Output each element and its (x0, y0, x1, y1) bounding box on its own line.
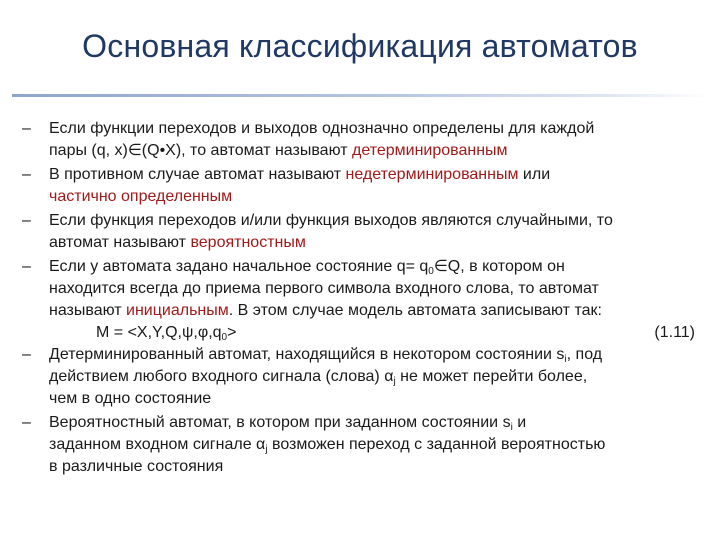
text-run: не может перейти более, (395, 368, 588, 385)
text-run: пары (q, x)∈(Q•X), то автомат называют (49, 142, 352, 159)
text-line (49, 256, 695, 278)
text-run: или (518, 166, 551, 183)
text-run: и (512, 414, 527, 431)
text-line: чем в одно состояние (49, 390, 212, 407)
term-highlight: детерминированным (352, 142, 508, 159)
formula-line (49, 322, 695, 344)
text-run: > (227, 324, 237, 341)
bullet-dash: – (22, 212, 31, 229)
text-run: В противном случае автомат называют (49, 166, 346, 183)
subscript: j (265, 444, 268, 455)
list-item-text (49, 256, 695, 344)
term-highlight: недетерминированным (345, 166, 519, 183)
text-line (49, 434, 695, 456)
text-line (49, 300, 695, 322)
text-run: Вероятностный автомат, в котором при заданном состоянии s (49, 414, 511, 431)
text-run: заданном входном сигнале α (49, 436, 266, 453)
text-line: Если функции переходов и выходов однозначно определены для каждой (49, 120, 595, 137)
text-run: автомат называют (49, 234, 191, 251)
term-highlight: инициальным (126, 302, 229, 319)
text-run: M = <X,Y,Q,ψ,φ,q (96, 324, 222, 341)
text-run: ∈Q, в котором он (433, 258, 565, 275)
text-line: в различные состояния (49, 458, 224, 475)
slide-title: Основная классификация автоматов (82, 28, 638, 64)
text-line (49, 366, 695, 388)
automaton-formula (96, 322, 236, 344)
text-run: называют (49, 302, 127, 319)
term-highlight: вероятностным (190, 234, 306, 251)
formula-number: (1.11) (654, 324, 695, 341)
text-run: . В этом случае модель автомата записывают так: (228, 302, 602, 319)
term-highlight: частично определенным (49, 188, 233, 205)
text-run: , под (566, 346, 603, 363)
text-run: Детерминированный автомат, находящийся в некотором состоянии s (49, 346, 565, 363)
subscript: 0 (221, 332, 228, 343)
subscript: 0 (428, 266, 434, 277)
list-item-text (49, 164, 695, 208)
subscript: j (393, 376, 396, 387)
subscript: i (510, 422, 513, 433)
bullet-dash: – (22, 346, 31, 363)
title-divider (12, 94, 712, 97)
bullet-dash: – (22, 166, 31, 183)
text-line (49, 140, 695, 162)
text-line (49, 344, 695, 366)
bullet-dash: – (22, 414, 31, 431)
bullet-dash: – (22, 258, 31, 275)
list-item-text (49, 118, 695, 162)
text-line (49, 412, 695, 434)
text-line (49, 164, 695, 186)
subscript: i (564, 354, 567, 365)
list-item-text (49, 210, 695, 254)
text-run: действием любого входного сигнала (слова) α (49, 368, 394, 385)
bullet-dash: – (22, 120, 31, 137)
text-line: находится всегда до приема первого символа входного слова, то автомат (49, 280, 599, 297)
text-run: возможен переход с заданной вероятностью (267, 436, 606, 453)
text-line (49, 232, 695, 254)
list-item-text (49, 412, 695, 478)
text-line: Если функция переходов и/или функция выходов являются случайными, то (49, 212, 613, 229)
list-item-text (49, 344, 695, 410)
text-run: Если у автомата задано начальное состояние q= q (49, 258, 429, 275)
